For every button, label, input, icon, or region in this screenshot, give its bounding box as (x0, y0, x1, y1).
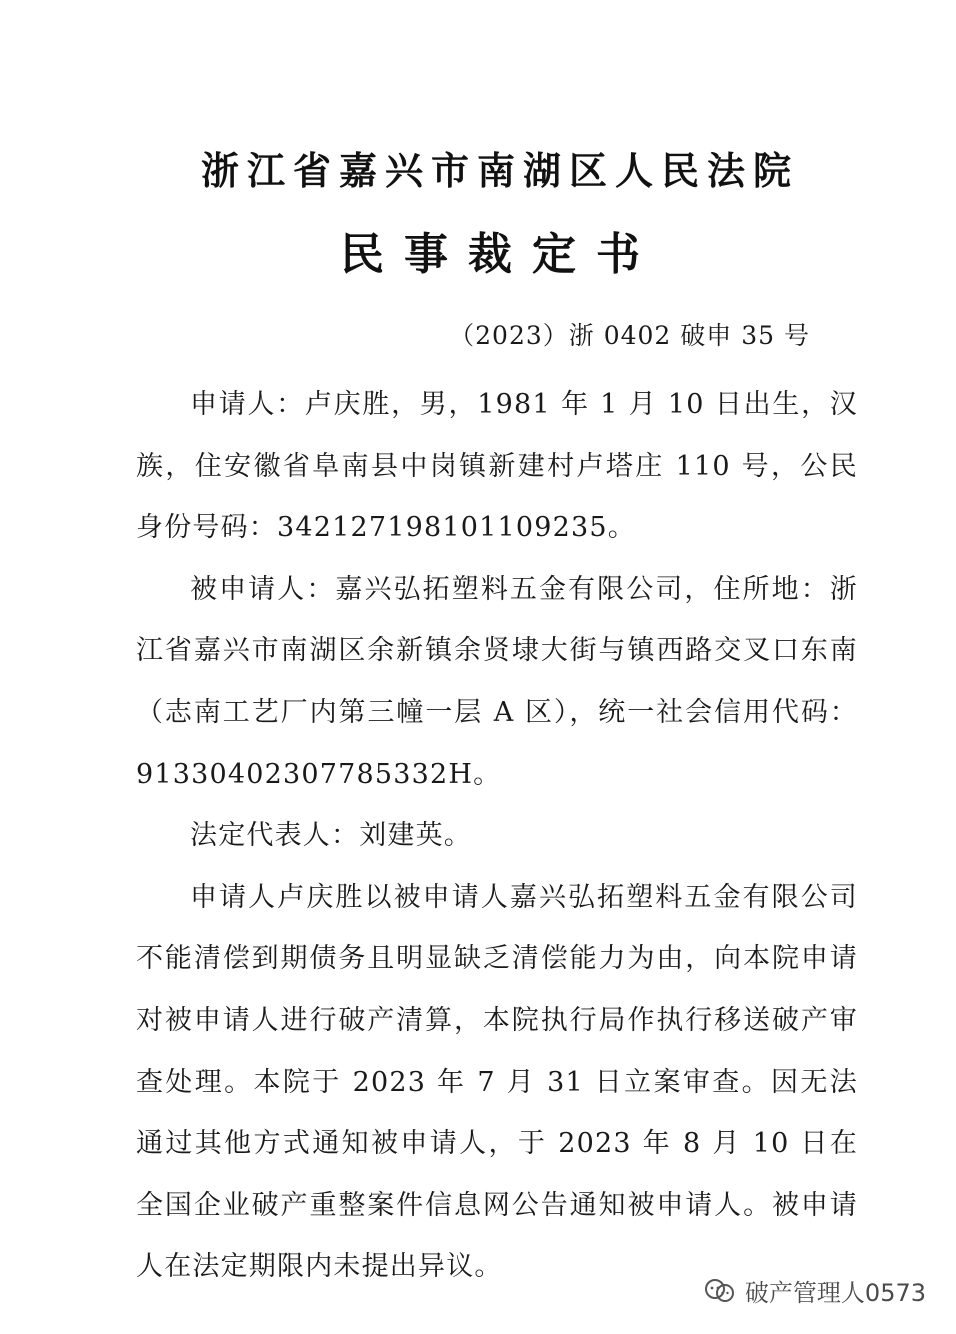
document-body (136, 374, 858, 1298)
wechat-official-account-icon (703, 1277, 737, 1305)
watermark-text: 破产管理人0573 (744, 1279, 926, 1307)
legal-representative-paragraph: 法定代表人：刘建英。 (190, 820, 472, 852)
facts-paragraph: 申请人卢庆胜以被申请人嘉兴弘拓塑料五金有限公司不能清偿到期债务且明显缺乏清偿能力为由，向本院申请对被申请人进行破产清算，本院执行局作执行移送破产审查处理。本院于 2023 年 7 月 31 日立案审查。因无法通过其他方式通知被申请人，于 2023 年 8 月 10 日在全国企业破产重整案件信息网公告通知被申请人。被申请人在法定期限内未提出异议。 (136, 881, 858, 1283)
watermark (703, 1273, 926, 1308)
case-number: （2023）浙 0402 破申 35 号 (449, 321, 810, 350)
applicant-paragraph: 申请人：卢庆胜，男，1981 年 1 月 10 日出生，汉族，住安徽省阜南县中岗镇新建村卢塔庄 110 号，公民身份号码：342127198101109235。 (136, 389, 858, 544)
respondent-paragraph: 被申请人：嘉兴弘拓塑料五金有限公司，住所地：浙江省嘉兴市南湖区余新镇余贤埭大街与镇西路交叉口东南（志南工艺厂内第三幢一层 A 区），统一社会信用代码：91330402307785332H。 (136, 573, 858, 790)
document-title: 民事裁定书 (340, 229, 660, 280)
court-name: 浙江省嘉兴市南湖区人民法院 (200, 148, 799, 193)
